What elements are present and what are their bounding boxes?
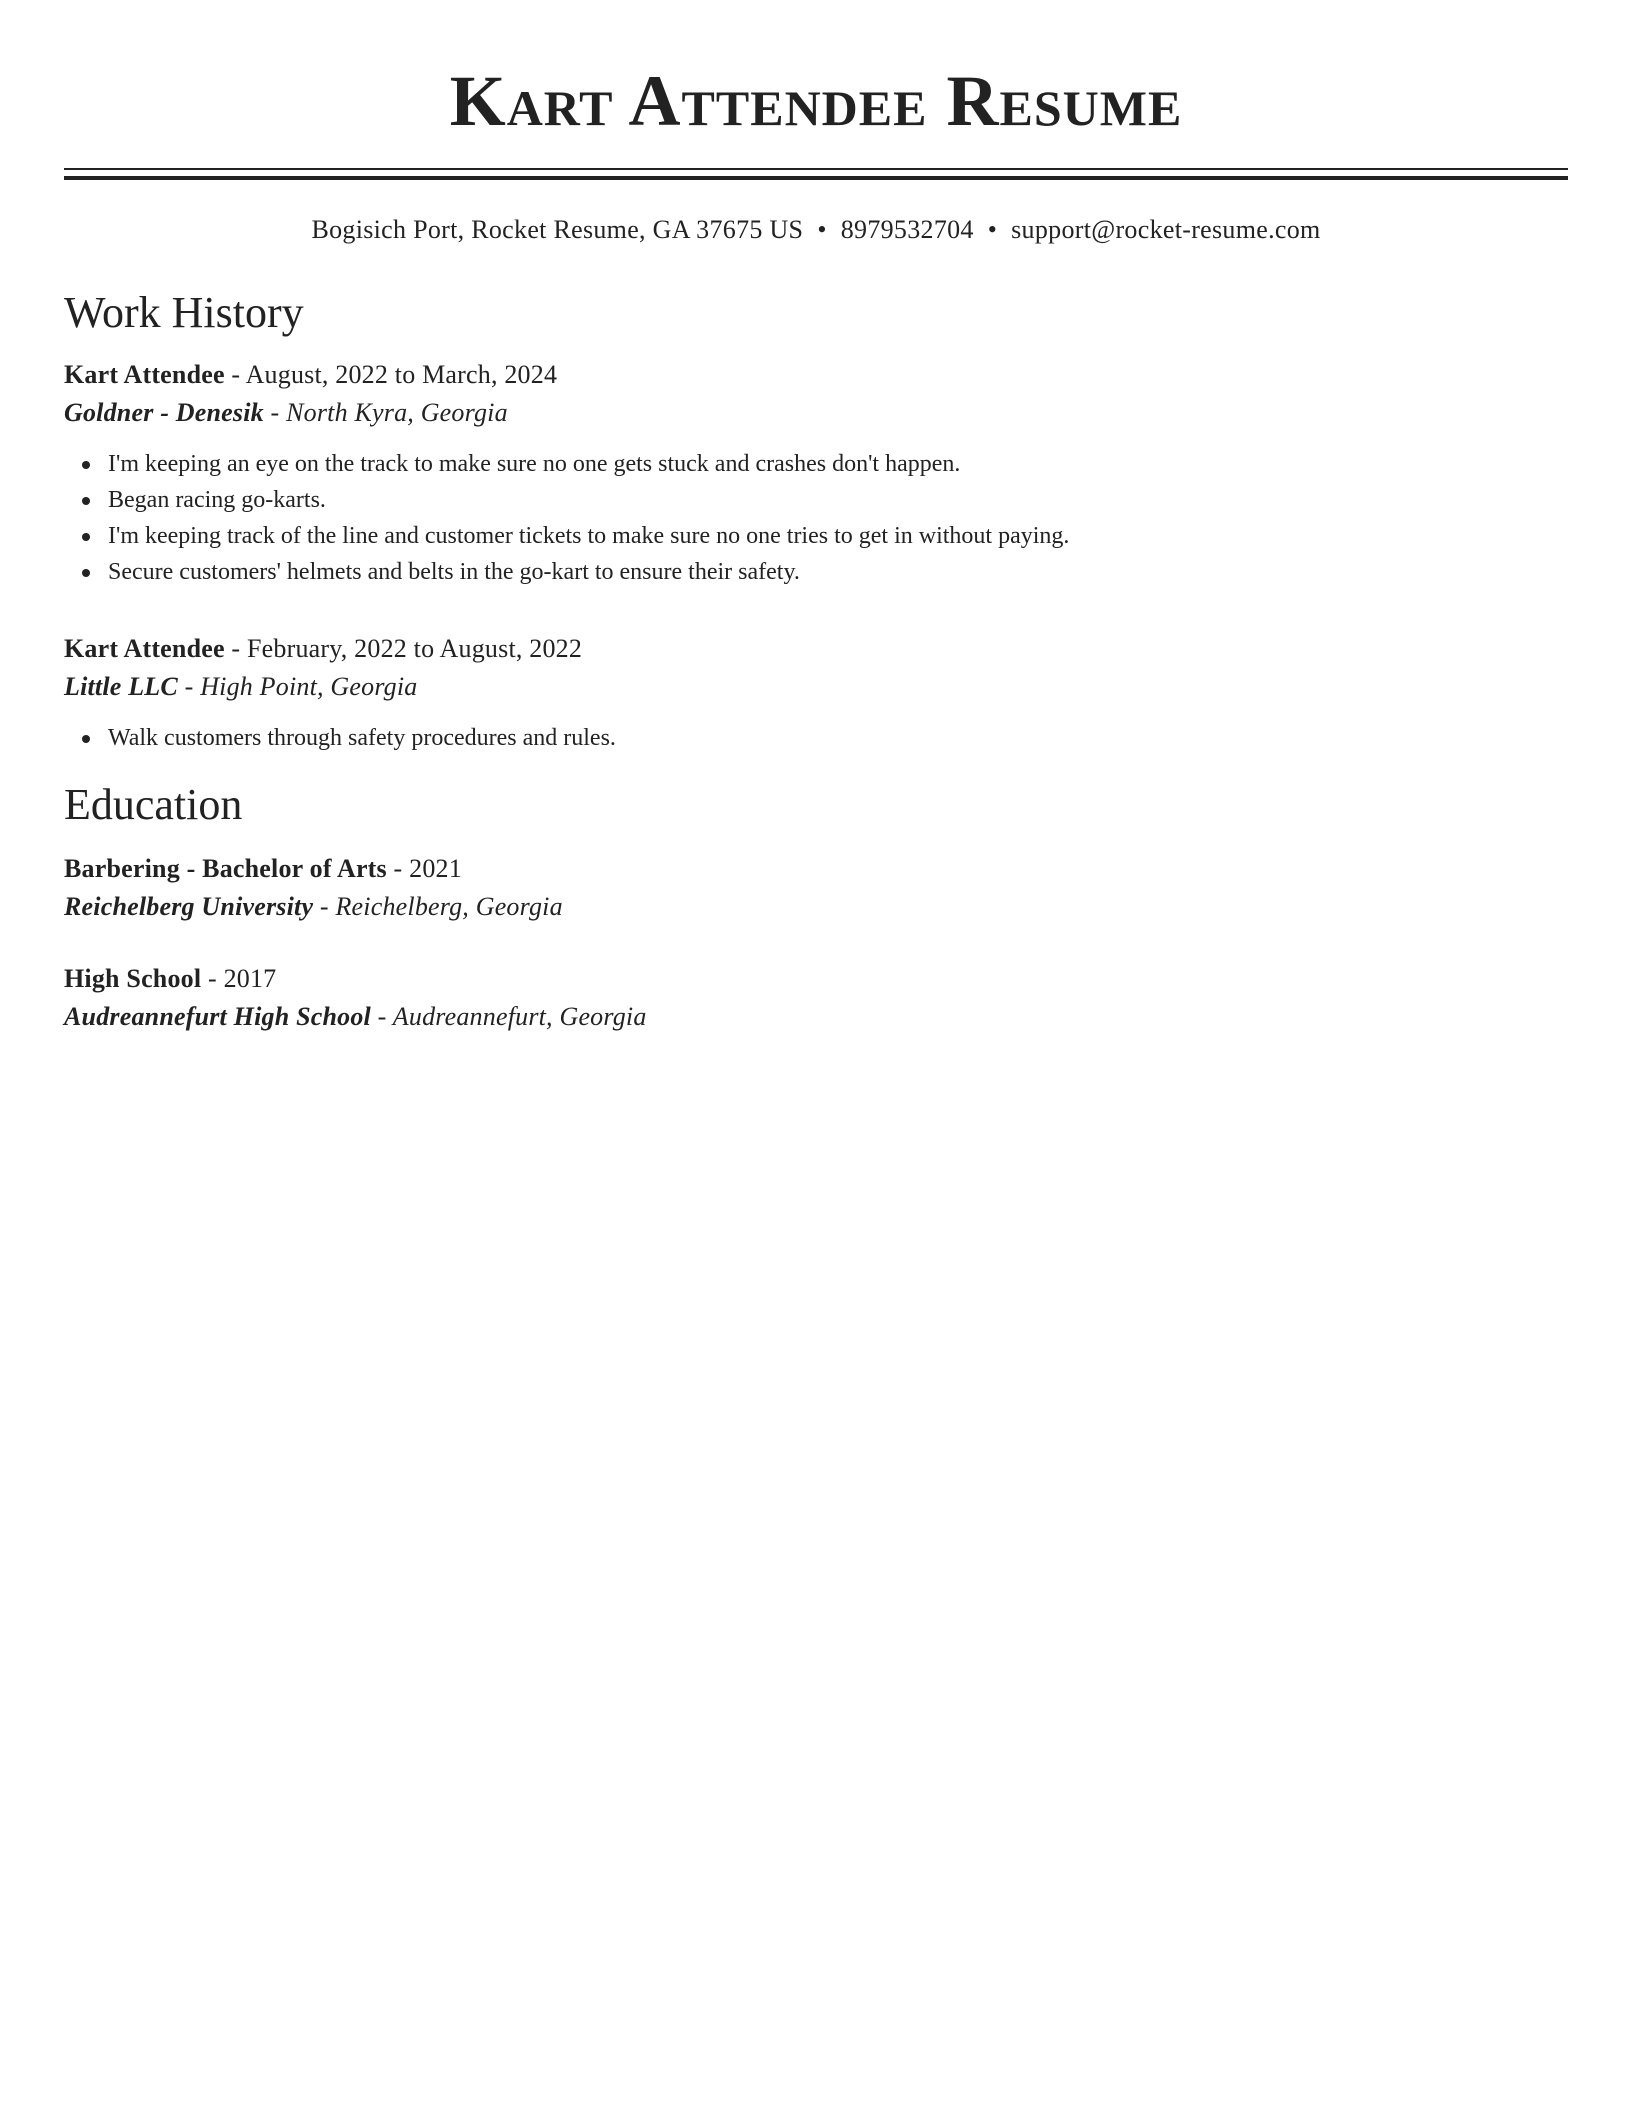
education-degree-line — [64, 850, 1568, 888]
education-heading: Education — [64, 780, 243, 829]
contact-phone: 8979532704 — [840, 215, 974, 244]
education-school: Reichelberg University — [64, 892, 314, 921]
job-bullet: I'm keeping track of the line and customer tickets to make sure no one tries to get in without paying. — [108, 518, 1568, 554]
education-location: Reichelberg, Georgia — [335, 892, 563, 921]
job-title: Kart Attendee — [64, 360, 225, 389]
job-location: North Kyra, Georgia — [286, 398, 508, 427]
job-bullet: Began racing go-karts. — [108, 482, 1568, 518]
job-bullet: Secure customers' helmets and belts in the go-kart to ensure their safety. — [108, 554, 1568, 590]
contact-email: support@rocket-resume.com — [1011, 215, 1321, 244]
dash: - — [370, 1002, 393, 1031]
education-location: Audreannefurt, Georgia — [392, 1002, 647, 1031]
work-history-heading: Work History — [64, 288, 304, 337]
education-year: 2021 — [409, 854, 462, 883]
job-title: Kart Attendee — [64, 634, 225, 663]
job-title-line — [64, 356, 1568, 394]
contact-address: Bogisich Port, Rocket Resume, GA 37675 US — [311, 215, 804, 244]
education-degree-line — [64, 960, 1568, 998]
dash: - — [177, 672, 201, 701]
education-entry — [64, 850, 1568, 926]
dash: - — [201, 964, 224, 993]
dash: - — [263, 398, 287, 427]
contact-line — [64, 214, 1568, 246]
education-school-line — [64, 998, 1568, 1036]
dash: - — [386, 854, 410, 883]
job-bullet-list — [64, 720, 1568, 756]
education-degree: High School — [64, 964, 202, 993]
job-dates: February, 2022 to August, 2022 — [247, 634, 583, 663]
education-school-line — [64, 888, 1568, 926]
job-bullet: Walk customers through safety procedures and rules. — [108, 720, 1568, 756]
job-company: Little LLC — [64, 672, 178, 701]
dash: - — [313, 892, 336, 921]
job-company-line — [64, 394, 1568, 432]
header-divider-thick — [64, 176, 1568, 180]
dash: - — [224, 634, 247, 663]
job-bullet: I'm keeping an eye on the track to make sure no one gets stuck and crashes don't happen. — [108, 446, 1568, 482]
job-company: Goldner - Denesik — [64, 398, 264, 427]
job-location: High Point, Georgia — [200, 672, 418, 701]
contact-separator: • — [987, 215, 998, 244]
header-divider-thin — [64, 168, 1568, 170]
contact-separator: • — [817, 215, 827, 244]
education-school: Audreannefurt High School — [64, 1002, 371, 1031]
education-degree: Barbering - Bachelor of Arts — [64, 854, 387, 883]
job-bullet-list — [64, 446, 1568, 590]
job-title-line — [64, 630, 1568, 668]
job-dates: August, 2022 to March, 2024 — [245, 360, 558, 389]
job-entry — [64, 630, 1568, 756]
education-year: 2017 — [223, 964, 277, 993]
job-company-line — [64, 668, 1568, 706]
job-entry — [64, 356, 1568, 590]
resume-title: Kart Attendee Resume — [449, 61, 1183, 141]
dash: - — [224, 360, 246, 389]
education-entry — [64, 960, 1568, 1036]
